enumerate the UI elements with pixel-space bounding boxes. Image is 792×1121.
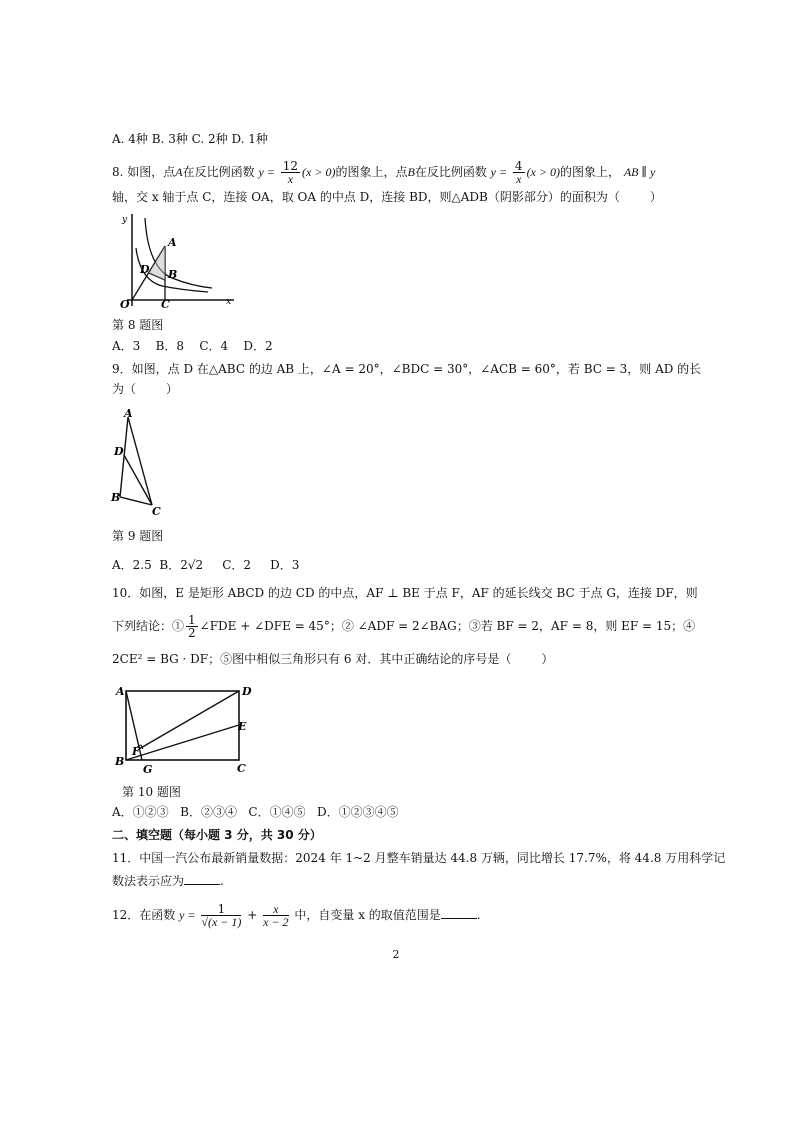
q8-label-b: B xyxy=(168,268,178,281)
q8-option-b: B．8 xyxy=(155,339,185,353)
q9-label-c: C xyxy=(152,505,161,517)
q8-y2: y = xyxy=(490,165,508,179)
q12-plus: + xyxy=(247,908,258,922)
q9-option-a: A．2.5 xyxy=(112,558,152,572)
q8-f2-den: x xyxy=(516,172,522,186)
q10-label-d: D xyxy=(242,685,252,698)
q8-text-mid4: 的图象上， xyxy=(559,165,620,179)
q8-pre: 如图，点 xyxy=(127,165,176,179)
q9-option-d: D．3 xyxy=(270,558,300,572)
q9-option-b: B．2√2 xyxy=(159,558,204,572)
q10-option-a: A．①②③ xyxy=(112,805,169,819)
q11-line2 xyxy=(112,873,224,889)
q8-figure xyxy=(112,208,237,308)
q12-f1-num: 1 xyxy=(201,903,241,916)
q8-label-x: x xyxy=(226,297,232,307)
q8-close-paren: ） xyxy=(649,190,662,204)
q8-text-mid3: 在反比例函数 xyxy=(414,165,487,179)
q11-line2-text: 数法表示应为 xyxy=(112,874,185,888)
q8-option-d: D．2 xyxy=(243,339,273,353)
q8-line2-text: 轴，交 x 轴于点 C，连接 OA，取 OA 的中点 D，连接 BD，则△ADB（阴影部分）的面积为（ xyxy=(112,190,620,204)
q8-caption: 第 8 题图 xyxy=(112,318,164,332)
q8-label-d: D xyxy=(140,263,150,276)
q8-text-mid1: 在反比例函数 xyxy=(182,165,255,179)
q12-y: y = xyxy=(179,908,196,922)
q8-line2 xyxy=(112,189,662,205)
q10-label-a: A xyxy=(116,685,125,698)
q8-cond2: (x > 0) xyxy=(526,165,560,179)
q10-figure xyxy=(112,683,257,775)
q10-line2-post: ∠FDE + ∠DFE = 45°；② ∠ADF = 2∠BAG；③若 BF = 2，AF = 8，则 EF = 15；④ xyxy=(199,619,696,633)
q10-half-den: 2 xyxy=(188,626,196,640)
q8-label-y: y xyxy=(122,215,128,225)
q12-fraction2 xyxy=(263,903,288,928)
q8-label-c: C xyxy=(161,298,170,308)
q9-segment-bc xyxy=(120,497,152,505)
q10-line3 xyxy=(112,651,553,667)
q10-option-c: C．①④⑤ xyxy=(248,805,306,819)
q12-line xyxy=(112,903,481,928)
q12-pre: 12．在函数 xyxy=(112,908,176,922)
q10-caption: 第 10 题图 xyxy=(122,785,181,799)
q8-f1-den: x xyxy=(287,172,294,186)
q8-shaded-triangle xyxy=(149,246,165,280)
q9-figure xyxy=(108,405,168,517)
q10-segment-be xyxy=(126,725,239,760)
q8-f2-num: 4 xyxy=(514,159,523,173)
q12-f1-den: √(x − 1) xyxy=(201,915,242,929)
q8-point-a: A xyxy=(175,165,183,179)
q10-line2 xyxy=(112,614,695,639)
q11-line1: 11．中国一汽公布最新销量数据：2024 年 1~2 月整车销量达 44.8 万辆，同比增长 17.7%，将 44.8 万用科学记 xyxy=(112,851,726,865)
q8-y1: y = xyxy=(258,165,275,179)
q9-caption: 第 9 题图 xyxy=(112,529,164,543)
q8-label-o: O xyxy=(120,298,130,308)
q9-line1: 9．如图，点 D 在△ABC 的边 AB 上，∠A = 20°，∠BDC = 30°，∠ACB = 60°，若 BC = 3，则 AD 的长 xyxy=(112,362,702,376)
section-heading: 二、填空题（每小题 3 分，共 30 分） xyxy=(112,828,322,842)
q8-fraction1 xyxy=(281,160,300,185)
q8-point-b: B xyxy=(407,165,415,179)
q12-answer-blank[interactable] xyxy=(441,908,477,919)
q9-label-d: D xyxy=(114,445,124,458)
q10-label-b: B xyxy=(115,755,125,768)
q9-segment-dc xyxy=(124,455,152,505)
q12-post: 中，自变量 x 的取值范围是 xyxy=(294,908,441,922)
q8-num: 8. xyxy=(112,165,124,179)
q10-label-f: F xyxy=(132,745,140,758)
q10-option-d: D．①②③④⑤ xyxy=(317,805,399,819)
q8-cond1: (x > 0) xyxy=(302,165,336,179)
q10-label-g: G xyxy=(143,763,153,775)
q12-f2-den: x − 2 xyxy=(263,915,289,929)
q9-segment-ac xyxy=(128,417,152,505)
q7-options: A. 4种 B. 3种 C. 2种 D. 1种 xyxy=(112,132,268,146)
q10-line2-pre: 下列结论：① xyxy=(112,619,185,633)
q8-option-c: C．4 xyxy=(199,339,229,353)
q8-fraction2 xyxy=(513,160,525,185)
q8-option-a: A．3 xyxy=(112,339,141,353)
q10-line1: 10．如图，E 是矩形 ABCD 的边 CD 的中点，AF ⊥ BE 于点 F，AF 的延长线交 BC 于点 G，连接 DF，则 xyxy=(112,586,698,600)
q12-end: . xyxy=(476,908,481,922)
q11-end: . xyxy=(220,874,224,888)
q12-f2-num: x xyxy=(263,903,288,916)
q8-label-a: A xyxy=(168,236,177,249)
q10-label-c: C xyxy=(237,762,246,775)
q8-line1 xyxy=(112,160,655,185)
q10-half xyxy=(186,614,198,639)
q8-relation: AB ∥ y xyxy=(623,165,656,179)
q9-label-a: A xyxy=(124,407,133,420)
q8-f1-num: 12 xyxy=(282,159,299,173)
q10-options xyxy=(112,804,399,820)
q10-half-num: 1 xyxy=(188,613,196,627)
q10-close: ） xyxy=(541,652,554,666)
q9-close: ） xyxy=(166,382,179,396)
q10-line3-text: 2CE² = BG · DF；⑤图中相似三角形只有 6 对．其中正确结论的序号是（ xyxy=(112,652,512,666)
q9-line2 xyxy=(112,381,178,397)
q11-answer-blank[interactable] xyxy=(184,874,220,885)
q9-label-b: B xyxy=(111,491,121,504)
q12-fraction1 xyxy=(201,903,241,928)
q9-options xyxy=(112,557,299,573)
q9-option-c: C．2 xyxy=(222,558,252,572)
page-number: 2 xyxy=(392,948,400,961)
q9-open: 为（ xyxy=(112,382,137,396)
q8-curve-12x xyxy=(145,218,212,288)
q8-text-mid2: 的图象上，点 xyxy=(335,165,408,179)
q10-option-b: B．②③④ xyxy=(180,805,237,819)
q8-options xyxy=(112,338,273,354)
q10-label-e: E xyxy=(238,720,247,733)
